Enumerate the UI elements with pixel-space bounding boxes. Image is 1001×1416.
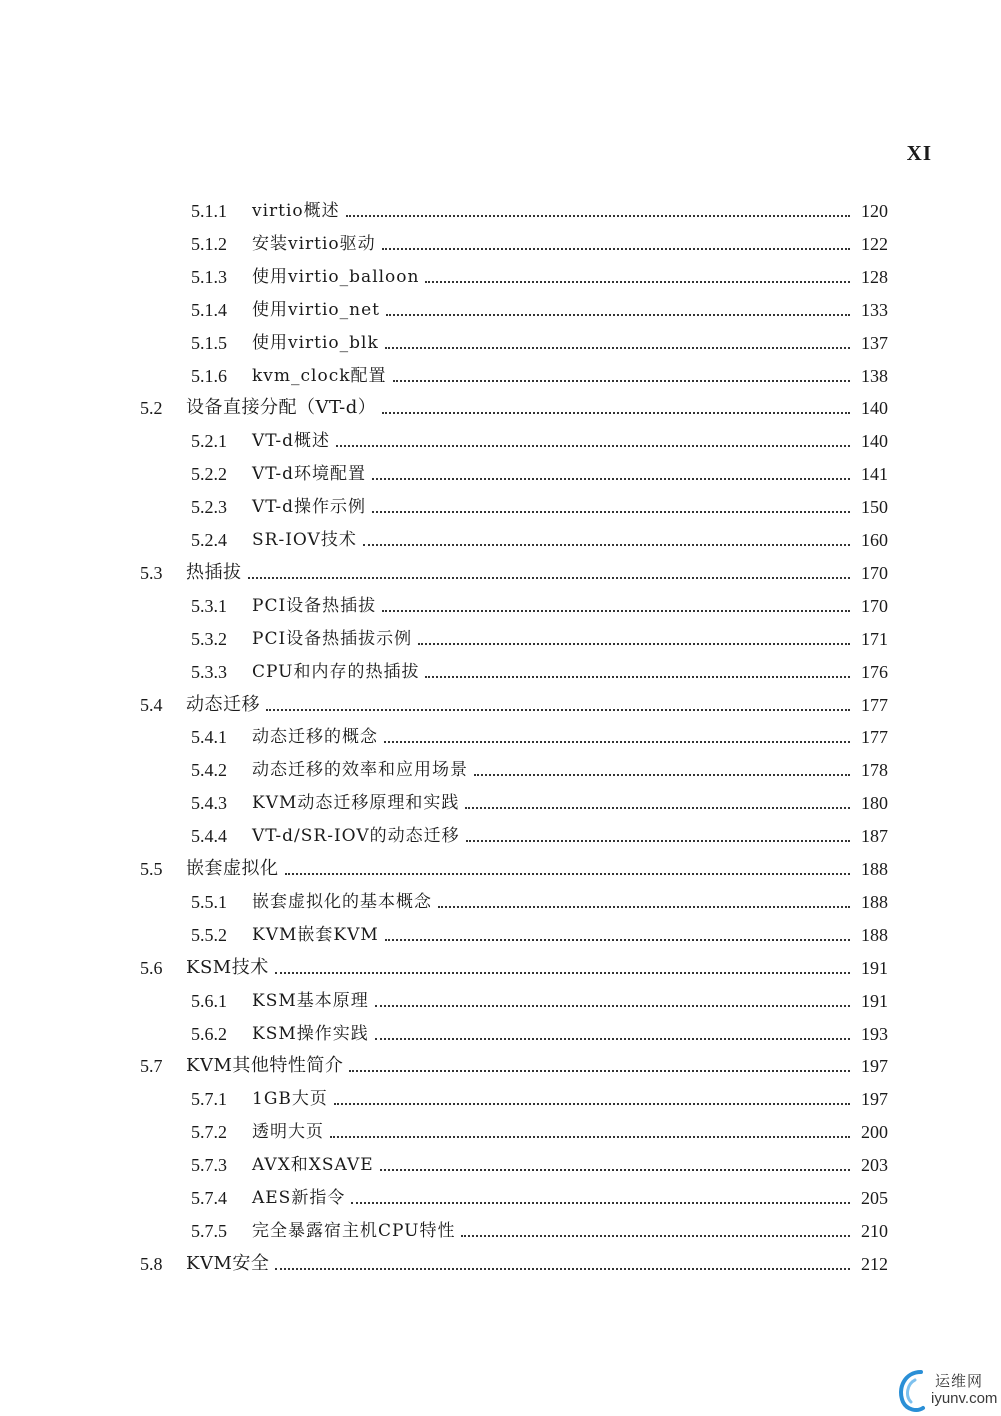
toc-entry-page: 178 bbox=[861, 760, 888, 780]
page-number: XI bbox=[906, 141, 932, 165]
toc-subsection-entry bbox=[191, 488, 888, 518]
toc-entry-number: 5.4.1 bbox=[191, 727, 227, 747]
toc-section-entry bbox=[140, 850, 888, 880]
toc-entry-page: 133 bbox=[861, 300, 888, 320]
toc-subsection-entry bbox=[191, 982, 888, 1012]
toc-dot-leader bbox=[386, 314, 850, 316]
toc-subsection-entry bbox=[191, 291, 888, 321]
toc-entry-number: 5.6.1 bbox=[191, 991, 227, 1011]
toc-entry-number: 5.7.5 bbox=[191, 1221, 227, 1241]
toc-section-entry bbox=[140, 389, 888, 419]
toc-section-entry bbox=[140, 1245, 888, 1275]
toc-entry-title: 安装virtio驱动 bbox=[252, 234, 376, 254]
toc-entry-page: 122 bbox=[861, 234, 888, 254]
toc-entry-title: 完全暴露宿主机CPU特性 bbox=[252, 1221, 456, 1241]
toc-dot-leader bbox=[382, 610, 850, 612]
watermark-site-name: 运维网 bbox=[935, 1372, 984, 1390]
toc-entry-page: 140 bbox=[861, 398, 888, 418]
toc-entry-page: 150 bbox=[861, 497, 888, 517]
toc-dot-leader bbox=[285, 873, 851, 875]
toc-entry-number: 5.7.4 bbox=[191, 1188, 227, 1208]
toc-subsection-entry bbox=[191, 751, 888, 781]
toc-entry-title: 动态迁移 bbox=[186, 694, 260, 715]
toc-subsection-entry bbox=[191, 620, 888, 650]
watermark-domain: iyunv.com bbox=[931, 1390, 998, 1407]
toc-entry-number: 5.2.2 bbox=[191, 464, 227, 484]
toc-entry-number: 5.1.1 bbox=[191, 201, 227, 221]
toc-entry-title: 透明大页 bbox=[252, 1122, 324, 1142]
toc-subsection-entry bbox=[191, 422, 888, 452]
toc-subsection-entry bbox=[191, 587, 888, 617]
toc-dot-leader bbox=[346, 215, 850, 217]
toc-subsection-entry bbox=[191, 784, 888, 814]
toc-entry-page: 188 bbox=[861, 859, 888, 879]
toc-subsection-entry bbox=[191, 1146, 888, 1176]
toc-dot-leader bbox=[465, 807, 850, 809]
toc-entry-number: 5.7.1 bbox=[191, 1089, 227, 1109]
toc-entry-number: 5.1.3 bbox=[191, 267, 227, 287]
toc-dot-leader bbox=[382, 248, 850, 250]
toc-entry-title: 设备直接分配（VT-d） bbox=[186, 397, 377, 418]
toc-dot-leader bbox=[385, 347, 850, 349]
toc-entry-number: 5.4.3 bbox=[191, 793, 227, 813]
toc-entry-page: 171 bbox=[861, 629, 888, 649]
toc-dot-leader bbox=[425, 281, 850, 283]
toc-entry-number: 5.7.3 bbox=[191, 1155, 227, 1175]
toc-entry-number: 5.5.1 bbox=[191, 892, 227, 912]
toc-subsection-entry bbox=[191, 455, 888, 485]
toc-dot-leader bbox=[336, 445, 850, 447]
toc-entry-page: 200 bbox=[861, 1122, 888, 1142]
toc-entry-page: 212 bbox=[861, 1254, 888, 1274]
toc-dot-leader bbox=[418, 643, 850, 645]
toc-entry-title: CPU和内存的热插拔 bbox=[252, 662, 420, 682]
toc-subsection-entry bbox=[191, 357, 888, 387]
toc-entry-page: 177 bbox=[861, 727, 888, 747]
toc-entry-page: 203 bbox=[861, 1155, 888, 1175]
site-watermark bbox=[893, 1366, 999, 1414]
toc-entry-number: 5.6.2 bbox=[191, 1024, 227, 1044]
toc-entry-title: 动态迁移的概念 bbox=[252, 727, 378, 747]
toc-entry-number: 5.5 bbox=[140, 859, 163, 879]
toc-entry-page: 141 bbox=[861, 464, 888, 484]
toc-dot-leader bbox=[375, 1038, 850, 1040]
toc-entry-title: 嵌套虚拟化的基本概念 bbox=[252, 892, 432, 912]
toc-entry-number: 5.1.2 bbox=[191, 234, 227, 254]
toc-section-entry bbox=[140, 686, 888, 716]
toc-subsection-entry bbox=[191, 324, 888, 354]
toc-dot-leader bbox=[375, 1005, 850, 1007]
toc-entry-number: 5.1.4 bbox=[191, 300, 227, 320]
toc-entry-number: 5.7 bbox=[140, 1056, 163, 1076]
toc-dot-leader bbox=[372, 511, 850, 513]
toc-entry-title: AES新指令 bbox=[252, 1188, 346, 1208]
toc-entry-number: 5.2.1 bbox=[191, 431, 227, 451]
toc-dot-leader bbox=[363, 544, 850, 546]
toc-entry-page: 140 bbox=[861, 431, 888, 451]
toc-entry-page: 170 bbox=[861, 596, 888, 616]
toc-entry-title: 使用virtio_net bbox=[252, 300, 381, 320]
toc-entry-title: 嵌套虚拟化 bbox=[186, 858, 279, 879]
toc-entry-title: VT-d操作示例 bbox=[252, 497, 367, 517]
toc-section-entry bbox=[140, 554, 888, 584]
toc-entry-number: 5.4.2 bbox=[191, 760, 227, 780]
toc-subsection-entry bbox=[191, 1080, 888, 1110]
toc-dot-leader bbox=[382, 412, 850, 414]
toc-dot-leader bbox=[266, 709, 850, 711]
toc-entry-page: 188 bbox=[861, 925, 888, 945]
toc-entry-title: AVX和XSAVE bbox=[252, 1155, 374, 1175]
toc-dot-leader bbox=[380, 1169, 850, 1171]
toc-entry-number: 5.7.2 bbox=[191, 1122, 227, 1142]
toc-entry-title: VT-d/SR-IOV的动态迁移 bbox=[252, 826, 460, 846]
toc-dot-leader bbox=[334, 1103, 850, 1105]
toc-entry-page: 180 bbox=[861, 793, 888, 813]
toc-entry-number: 5.2 bbox=[140, 398, 163, 418]
toc-subsection-entry bbox=[191, 1015, 888, 1045]
toc-entry-number: 5.3.3 bbox=[191, 662, 227, 682]
toc-entry-title: KVM其他特性简介 bbox=[186, 1055, 344, 1076]
toc-subsection-entry bbox=[191, 1212, 888, 1242]
toc-entry-page: 191 bbox=[861, 958, 888, 978]
toc-dot-leader bbox=[438, 906, 850, 908]
toc-entry-title: KVM嵌套KVM bbox=[252, 925, 379, 945]
toc-entry-page: 197 bbox=[861, 1056, 888, 1076]
toc-entry-title: 热插拔 bbox=[186, 562, 242, 583]
toc-entry-number: 5.3.1 bbox=[191, 596, 227, 616]
toc-entry-page: 120 bbox=[861, 201, 888, 221]
toc-entry-number: 5.1.5 bbox=[191, 333, 227, 353]
toc-entry-number: 5.8 bbox=[140, 1254, 163, 1274]
toc-entry-number: 5.5.2 bbox=[191, 925, 227, 945]
toc-entry-title: KSM技术 bbox=[186, 957, 269, 978]
toc-dot-leader bbox=[275, 972, 850, 974]
toc-entry-title: SR-IOV技术 bbox=[252, 530, 357, 550]
toc-entry-title: kvm_clock配置 bbox=[252, 366, 387, 386]
toc-subsection-entry bbox=[191, 258, 888, 288]
toc-entry-page: 191 bbox=[861, 991, 888, 1011]
toc-entry-page: 205 bbox=[861, 1188, 888, 1208]
toc-dot-leader bbox=[474, 774, 850, 776]
toc-entry-number: 5.3.2 bbox=[191, 629, 227, 649]
toc-entry-page: 177 bbox=[861, 695, 888, 715]
toc-entry-page: 210 bbox=[861, 1221, 888, 1241]
toc-entry-page: 197 bbox=[861, 1089, 888, 1109]
toc-subsection-entry bbox=[191, 916, 888, 946]
toc-entry-page: 137 bbox=[861, 333, 888, 353]
toc-subsection-entry bbox=[191, 225, 888, 255]
toc-entry-number: 5.4.4 bbox=[191, 826, 227, 846]
toc-dot-leader bbox=[393, 380, 850, 382]
toc-entry-number: 5.4 bbox=[140, 695, 163, 715]
toc-entry-title: KSM基本原理 bbox=[252, 991, 369, 1011]
toc-dot-leader bbox=[425, 676, 850, 678]
toc-entry-page: 188 bbox=[861, 892, 888, 912]
toc-dot-leader bbox=[466, 840, 850, 842]
toc-entry-title: VT-d环境配置 bbox=[252, 464, 367, 484]
toc-dot-leader bbox=[330, 1136, 850, 1138]
toc-dot-leader bbox=[349, 1070, 850, 1072]
toc-entry-title: VT-d概述 bbox=[252, 431, 331, 451]
toc-entry-page: 193 bbox=[861, 1024, 888, 1044]
toc-dot-leader bbox=[461, 1235, 850, 1237]
toc-entry-number: 5.3 bbox=[140, 563, 163, 583]
toc-subsection-entry bbox=[191, 521, 888, 551]
toc-entry-title: PCI设备热插拔示例 bbox=[252, 629, 413, 649]
toc-entry-title: KVM安全 bbox=[186, 1253, 270, 1274]
toc-entry-title: 动态迁移的效率和应用场景 bbox=[252, 760, 468, 780]
toc-entry-title: PCI设备热插拔 bbox=[252, 596, 377, 616]
toc-entry-title: KVM动态迁移原理和实践 bbox=[252, 793, 460, 813]
toc-entry-title: 1GB大页 bbox=[252, 1089, 328, 1109]
toc-subsection-entry bbox=[191, 653, 888, 683]
toc-entry-page: 128 bbox=[861, 267, 888, 287]
toc-dot-leader bbox=[384, 741, 850, 743]
toc-entry-page: 187 bbox=[861, 826, 888, 846]
toc-section-entry bbox=[140, 949, 888, 979]
toc-entry-title: 使用virtio_balloon bbox=[252, 267, 420, 287]
toc-dot-leader bbox=[275, 1268, 850, 1270]
toc-entry-number: 5.2.4 bbox=[191, 530, 227, 550]
toc-entry-number: 5.2.3 bbox=[191, 497, 227, 517]
toc-entry-title: KSM操作实践 bbox=[252, 1024, 369, 1044]
toc-entry-title: virtio概述 bbox=[252, 201, 340, 221]
toc-subsection-entry bbox=[191, 817, 888, 847]
toc-subsection-entry bbox=[191, 718, 888, 748]
toc-entry-number: 5.6 bbox=[140, 958, 163, 978]
toc-subsection-entry bbox=[191, 1113, 888, 1143]
toc-dot-leader bbox=[248, 577, 851, 579]
toc-entry-page: 160 bbox=[861, 530, 888, 550]
toc-dot-leader bbox=[385, 939, 850, 941]
toc-subsection-entry bbox=[191, 883, 888, 913]
toc-entry-page: 176 bbox=[861, 662, 888, 682]
toc-subsection-entry bbox=[191, 1179, 888, 1209]
toc-entry-page: 138 bbox=[861, 366, 888, 386]
toc-entry-number: 5.1.6 bbox=[191, 366, 227, 386]
toc-entry-title: 使用virtio_blk bbox=[252, 333, 379, 353]
toc-dot-leader bbox=[372, 478, 850, 480]
toc-entry-page: 170 bbox=[861, 563, 888, 583]
toc-section-entry bbox=[140, 1047, 888, 1077]
toc-subsection-entry bbox=[191, 192, 888, 222]
toc-dot-leader bbox=[351, 1202, 850, 1204]
